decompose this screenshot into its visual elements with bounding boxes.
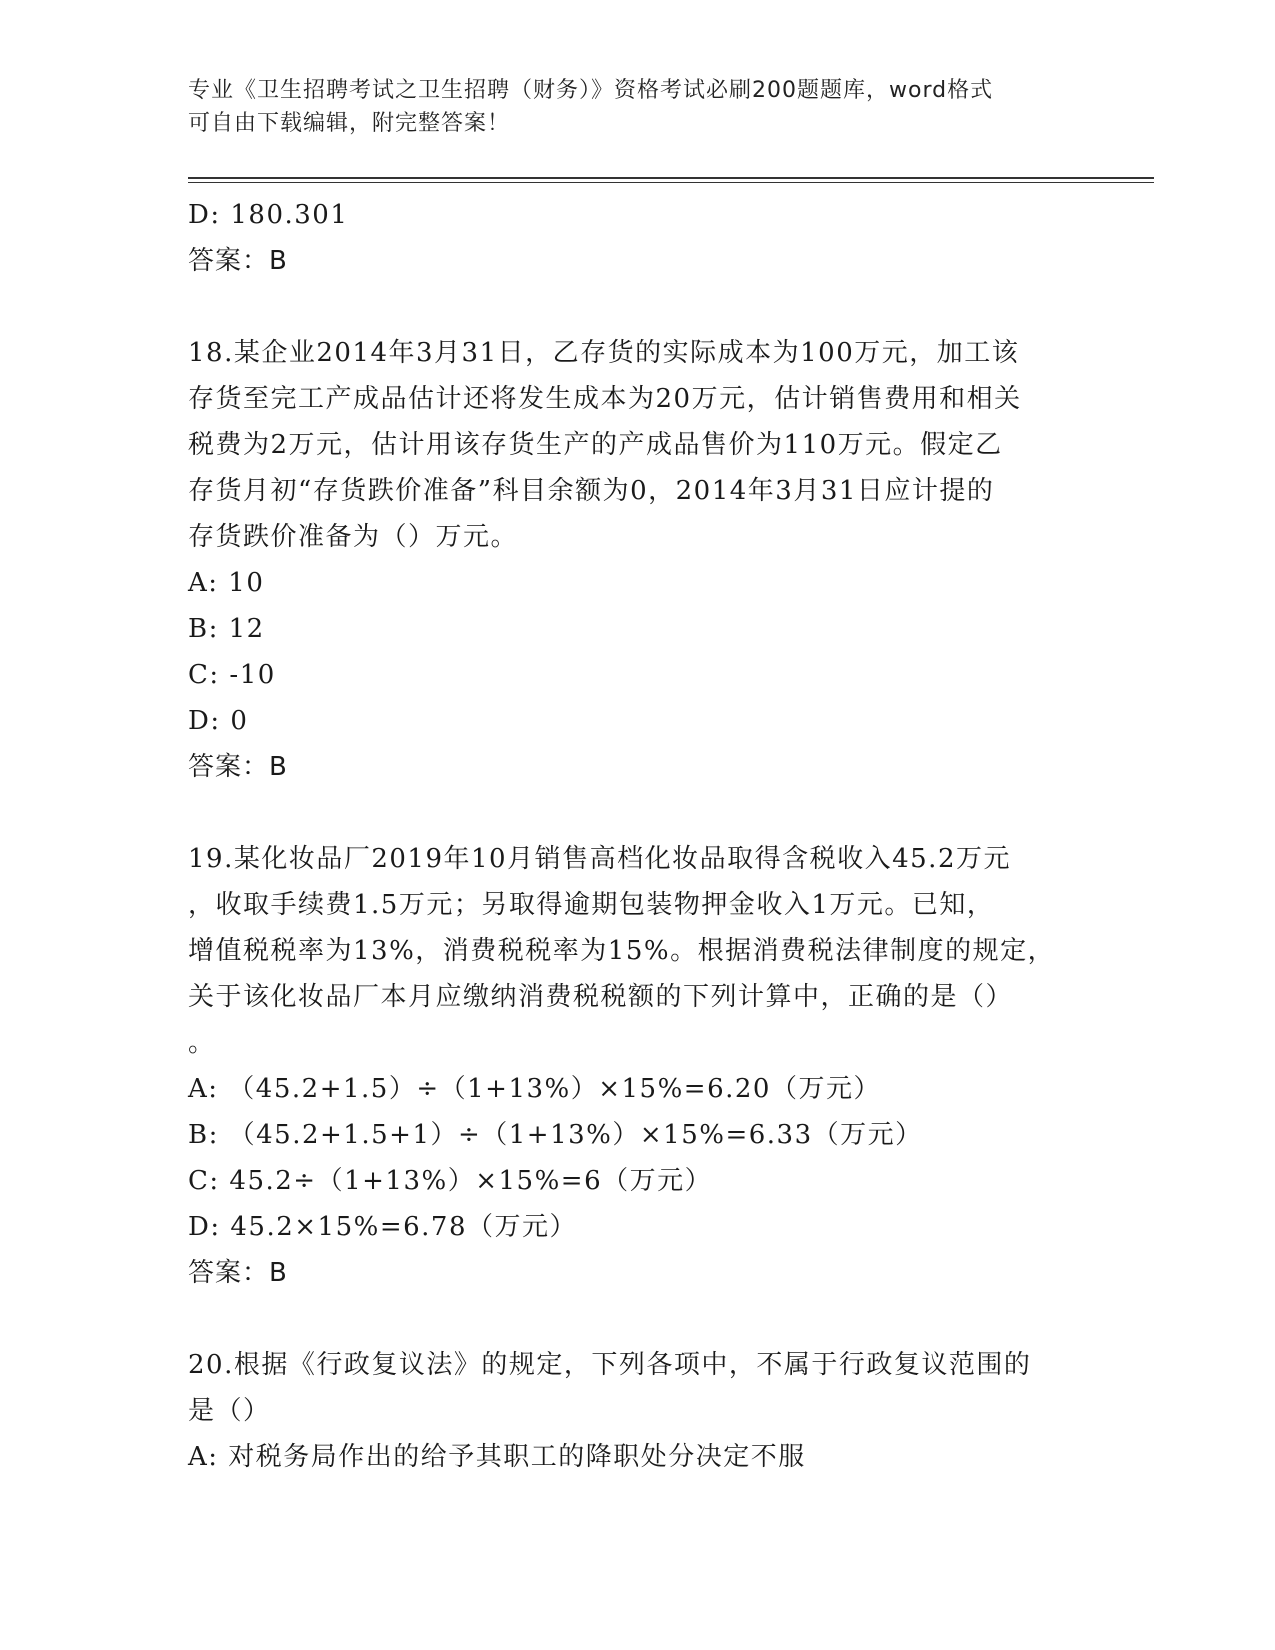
question-text-line: 存货跌价准备为（）万元。 [188,522,519,552]
option-d: D: 0 [188,706,249,736]
header-rule-thin [188,182,1154,183]
answer: 答案：B [188,246,288,276]
question-text-line: 19.某化妆品厂2019年10月销售高档化妆品取得含税收入45.2万元 [188,844,1011,874]
question-text-line: 是（） [188,1396,271,1426]
option-a: A: 10 [188,568,265,598]
question-text-line: 存货月初“存货跌价准备”科目余额为0，2014年3月31日应计提的 [188,476,995,506]
question-text-line: ，收取手续费1.5万元；另取得逾期包装物押金收入1万元。已知， [188,890,995,920]
question-text-line: 增值税税率为13%，消费税税率为15%。根据消费税法律制度的规定， [188,936,1056,966]
option-b: B: 12 [188,614,265,644]
option-b: B: （45.2+1.5+1）÷（1+13%）×15%=6.33（万元） [188,1120,923,1150]
question-text-line: 18.某企业2014年3月31日，乙存货的实际成本为100万元，加工该 [188,338,1020,368]
answer: 答案：B [188,752,288,782]
question-text-line: 关于该化妆品厂本月应缴纳消费税税额的下列计算中，正确的是（） [188,982,1014,1012]
option-c: C: -10 [188,660,276,690]
header-rule-thick [188,177,1154,179]
header-line-2: 可自由下载编辑，附完整答案！ [188,111,511,136]
question-20 [188,1342,1088,1480]
question-text-line: 20.根据《行政复议法》的规定，下列各项中，不属于行政复议范围的 [188,1350,1032,1380]
option-d: D: 45.2×15%=6.78（万元） [188,1212,578,1242]
answer: 答案：B [188,1258,288,1288]
document-body [188,192,1088,1480]
option-a: A: 对税务局作出的给予其职工的降职处分决定不服 [188,1442,806,1472]
header-line-1: 专业《卫生招聘考试之卫生招聘（财务）》资格考试必刷200题题库，word格式 [188,78,994,103]
option-d: D: 180.301 [188,200,349,230]
document-header [188,74,1068,140]
option-a: A: （45.2+1.5）÷（1+13%）×15%=6.20（万元） [188,1074,881,1104]
question-text-line: 。 [188,1028,216,1058]
question-19 [188,836,1088,1296]
question-text-line: 存货至完工产成品估计还将发生成本为20万元，估计销售费用和相关 [188,384,1022,414]
option-c: C: 45.2÷（1+13%）×15%=6（万元） [188,1166,713,1196]
question-text-line: 税费为2万元，估计用该存货生产的产成品售价为110万元。假定乙 [188,430,1003,460]
question-18 [188,330,1088,790]
